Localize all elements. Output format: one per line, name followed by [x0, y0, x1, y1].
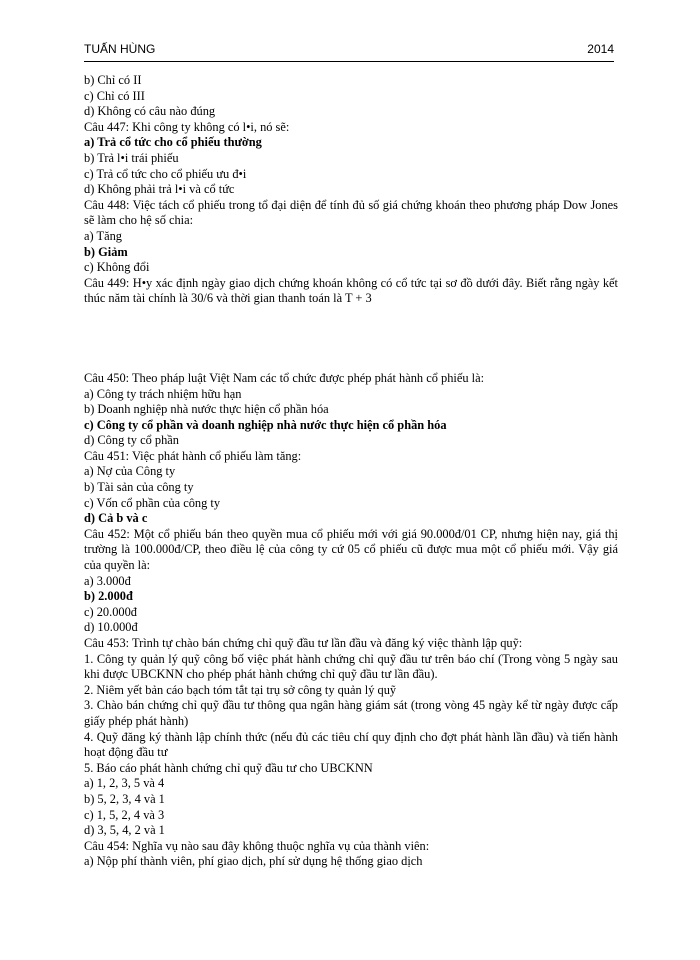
page-header [84, 40, 614, 60]
text-line: 4. Quỹ đăng ký thành lập chính thức (nếu đủ các tiêu chí quy định cho đợt phát hành lần đầu) và tiến hành hoạt động đầu tư [84, 729, 622, 760]
header-year: 2014 [587, 42, 614, 56]
text-line: a) Nộp phí thành viên, phí giao dịch, phí sử dụng hệ thống giao dịch [84, 854, 423, 869]
text-block-bottom [84, 370, 622, 870]
text-line: a) Nợ của Công ty [84, 464, 176, 479]
text-line: b) Giảm [84, 244, 128, 259]
text-line: Câu 452: Một cổ phiếu bán theo quyền mua cổ phiếu mới với giá 90.000đ/01 CP, nhưng hiện nay, giá thị trường là 100.000đ/CP, theo điều lệ của công ty cứ 05 cổ phiếu cũ được mua một cổ phiếu mới. Vậy giá của quyền là: [84, 526, 622, 573]
text-line: 2. Niêm yết bản cáo bạch tóm tắt tại trụ sở công ty quản lý quỹ [84, 682, 397, 697]
text-line: Câu 454: Nghĩa vụ nào sau đây không thuộc nghĩa vụ của thành viên: [84, 838, 430, 853]
text-line: 1. Công ty quản lý quỹ công bố việc phát hành chứng chỉ quỹ đầu tư trên báo chí (Trong vòng 5 ngày sau khi được UBCKNN cho phép phát hành chứng chỉ quỹ đầu tư lần đầu). [84, 651, 622, 682]
text-line: a) 1, 2, 3, 5 và 4 [84, 776, 165, 791]
text-line: 3. Chào bán chứng chỉ quỹ đầu tư thông qua ngân hàng giám sát (trong vòng 45 ngày kể từ ngày được cấp giấy phép phát hành) [84, 698, 622, 728]
text-line: a) 3.000đ [84, 573, 131, 588]
text-line: b) Trả l•i trái phiếu [84, 150, 179, 165]
text-line: Câu 451: Việc phát hành cổ phiếu làm tăng: [84, 448, 302, 463]
text-line: Câu 449: H•y xác định ngày giao dịch chứng khoán không có cổ tức tại sơ đồ dưới đây. Biết rằng ngày kết thúc năm tài chính là 30/6 và thời gian thanh toán là T + 3 [84, 275, 622, 306]
text-line: c) 20.000đ [84, 604, 137, 619]
text-line: Câu 450: Theo pháp luật Việt Nam các tổ chức được phép phát hành cổ phiếu là: [84, 370, 485, 385]
text-line: d) 10.000đ [84, 620, 138, 635]
text-line: b) Tài sản của công ty [84, 480, 194, 495]
text-line: Câu 448: Việc tách cổ phiếu trong tổ đại diện để tính đủ số giá chứng khoán theo phương pháp Dow Jones sẽ làm cho hệ số chia: [84, 197, 622, 228]
text-line: a) Công ty trách nhiệm hữu hạn [84, 386, 242, 401]
text-line: c) Trả cổ tức cho cổ phiếu ưu đ•i [84, 166, 247, 181]
text-line: c) Công ty cổ phần và doanh nghiệp nhà nước thực hiện cổ phần hóa [84, 417, 447, 432]
text-line: a) Trả cổ tức cho cổ phiếu thường [84, 135, 262, 150]
header-divider [84, 61, 614, 62]
text-line: b) 5, 2, 3, 4 và 1 [84, 791, 165, 806]
text-line: d) Không phải trả l•i và cổ tức [84, 182, 235, 197]
text-line: b) Chỉ có II [84, 73, 142, 87]
text-line: d) 3, 5, 4, 2 và 1 [84, 823, 165, 838]
text-line: b) 2.000đ [84, 589, 133, 604]
text-line: d) Công ty cổ phần [84, 433, 179, 448]
text-line: c) Không đổi [84, 260, 150, 275]
text-line: c) Chỉ có III [84, 88, 145, 103]
text-line: c) 1, 5, 2, 4 và 3 [84, 807, 165, 822]
text-block-top [84, 73, 622, 307]
text-line: Câu 447: Khi công ty không có l•i, nó sẽ: [84, 119, 290, 134]
text-line: b) Doanh nghiệp nhà nước thực hiện cổ phần hóa [84, 402, 329, 417]
text-line: a) Tăng [84, 228, 122, 243]
text-line: Câu 453: Trình tự chào bán chứng chỉ quỹ đầu tư lần đầu và đăng ký việc thành lập quỹ: [84, 636, 523, 650]
text-line: d) Cả b và c [84, 511, 148, 526]
text-line: 5. Báo cáo phát hành chứng chỉ quỹ đầu tư cho UBCKNN [84, 760, 373, 775]
document-body [84, 73, 622, 870]
text-line: d) Không có câu nào đúng [84, 104, 216, 119]
header-author: TUẤN HÙNG [84, 42, 156, 56]
blank-diagram-space [84, 307, 618, 371]
text-line: c) Vốn cổ phần của công ty [84, 495, 221, 510]
